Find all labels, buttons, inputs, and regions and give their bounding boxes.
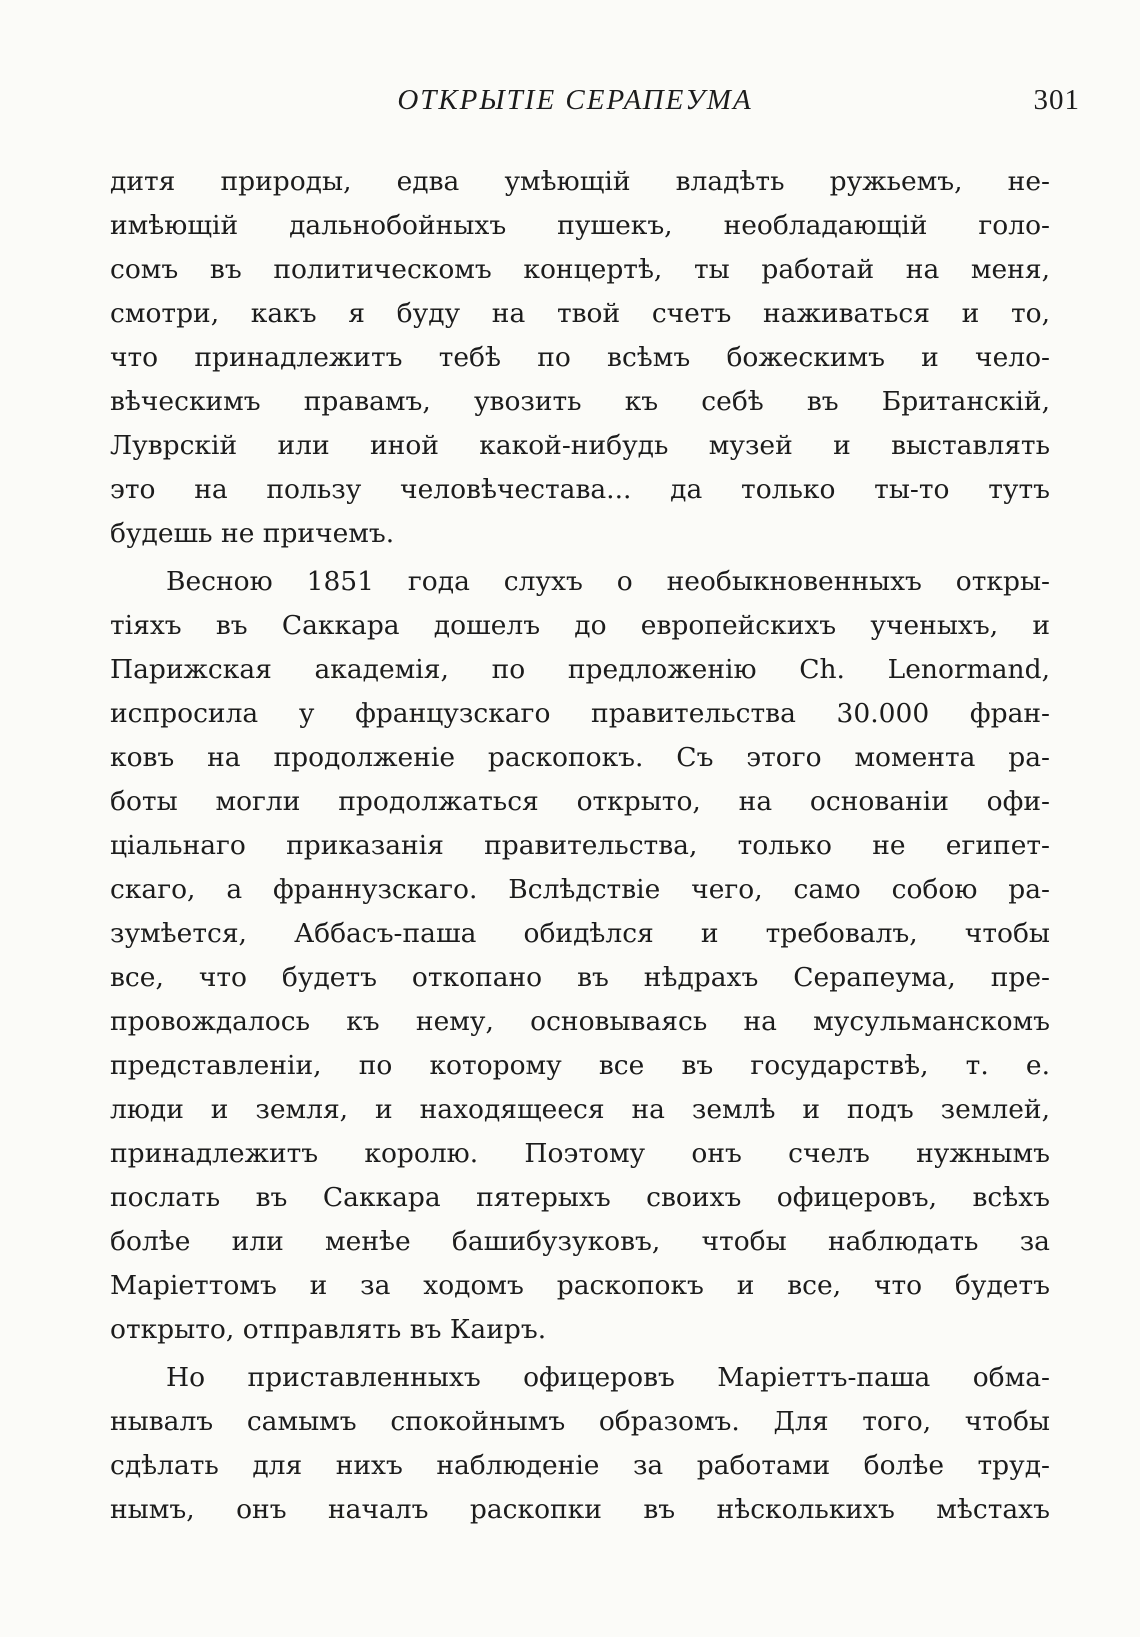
text-line: это на пользу человѣчестава... да только ты-то тутъ xyxy=(110,474,1050,505)
text-line: нымъ, онъ началъ раскопки въ нѣсколькихъ мѣстахъ xyxy=(110,1494,1050,1525)
text-line: ковъ на продолженіе раскопокъ. Съ этого момента ра- xyxy=(110,742,1050,773)
paragraph-3 xyxy=(110,1356,1050,1532)
text-line: Весною 1851 года слухъ о необыкновенныхъ откры- xyxy=(166,566,1050,597)
text-line: зумѣется, Аббасъ-паша обидѣлся и требовалъ, чтобы xyxy=(110,918,1050,949)
text-line: боты могли продолжаться открыто, на основаніи офи- xyxy=(110,786,1050,817)
text-line: тіяхъ въ Саккара дошелъ до европейскихъ ученыхъ, и xyxy=(110,610,1050,641)
text-line: Но приставленныхъ офицеровъ Маріеттъ-паша обма- xyxy=(166,1362,1050,1393)
text-line: сомъ въ политическомъ концертѣ, ты работай на меня, xyxy=(110,254,1050,285)
text-line: представленіи, по которому все въ государствѣ, т. е. xyxy=(110,1050,1050,1081)
text-line: все, что будетъ откопано въ нѣдрахъ Серапеума, пре- xyxy=(110,962,1050,993)
text-line: дитя природы, едва умѣющій владѣть ружьемъ, не- xyxy=(110,166,1050,197)
body-text xyxy=(110,160,1050,1536)
text-line: Луврскій или иной какой-нибудь музей и выставлять xyxy=(110,430,1050,461)
page-number: 301 xyxy=(1033,84,1080,116)
text-line: провождалось къ нему, основываясь на мусульманскомъ xyxy=(110,1006,1050,1037)
running-head xyxy=(110,82,1080,122)
text-line: сдѣлать для нихъ наблюденіе за работами болѣе труд- xyxy=(110,1450,1050,1481)
text-line: послать въ Саккара пятерыхъ своихъ офицеровъ, всѣхъ xyxy=(110,1182,1050,1213)
text-line: Маріеттомъ и за ходомъ раскопокъ и все, что будетъ xyxy=(110,1270,1050,1301)
text-line: испросила у французскаго правительства 30.000 фран- xyxy=(110,698,1050,729)
text-line: скаго, а франнузскаго. Вслѣдствіе чего, само собою ра- xyxy=(110,874,1050,905)
text-line: нывалъ самымъ спокойнымъ образомъ. Для того, чтобы xyxy=(110,1406,1050,1437)
text-line: будешь не причемъ. xyxy=(110,518,395,549)
text-line: болѣе или менѣе башибузуковъ, чтобы наблюдать за xyxy=(110,1226,1050,1257)
text-line: принадлежитъ королю. Поэтому онъ счелъ нужнымъ xyxy=(110,1138,1050,1169)
text-line: ціальнаго приказанія правительства, только не египет- xyxy=(110,830,1050,861)
paragraph-2 xyxy=(110,560,1050,1352)
text-line: смотри, какъ я буду на твой счетъ наживаться и то, xyxy=(110,298,1050,329)
text-line: вѣческимъ правамъ, увозить къ себѣ въ Британскій, xyxy=(110,386,1050,417)
running-title: ОТКРЫТІЕ СЕРАПЕУМА xyxy=(397,84,753,116)
text-line: люди и земля, и находящееся на землѣ и подъ землей, xyxy=(110,1094,1050,1125)
text-line: что принадлежитъ тебѣ по всѣмъ божескимъ и чело- xyxy=(110,342,1050,373)
text-line: Парижская академія, по предложенію Ch. Lenormand, xyxy=(110,654,1050,685)
paragraph-1 xyxy=(110,160,1050,556)
text-line: открыто, отправлять въ Каиръ. xyxy=(110,1314,547,1345)
text-line: имѣющій дальнобойныхъ пушекъ, необладающій голо- xyxy=(110,210,1050,241)
